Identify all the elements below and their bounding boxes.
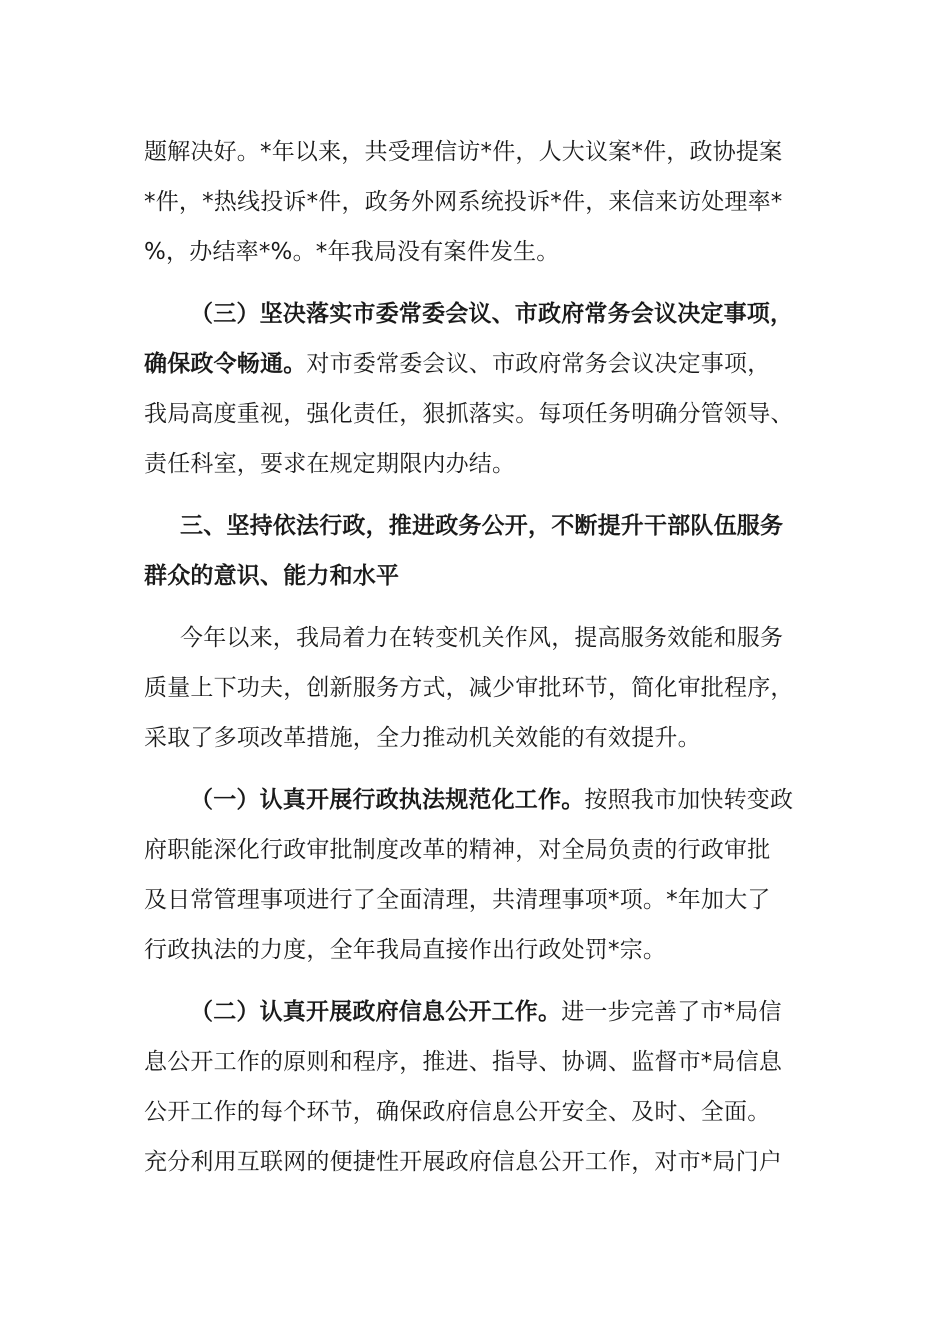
chapter-heading-line — [180, 510, 783, 542]
line-text: 公开工作的每个环节，确保政府信息公开安全、及时、全面。 — [144, 1099, 771, 1125]
chapter-heading: 三、坚持依法行政，推进政务公开，不断提升干部队伍服务 — [180, 513, 784, 539]
chapter-heading-line — [144, 560, 399, 592]
section-heading: 确保政令畅通。 — [144, 351, 307, 377]
line-text: 题解决好。*年以来，共受理信访*件，人大议案*件，政协提案 — [144, 139, 783, 165]
paragraph-line — [180, 622, 783, 654]
line-text: 今年以来，我局着力在转变机关作风，提高服务效能和服务 — [180, 625, 784, 651]
line-text: 息公开工作的原则和程序，推进、指导、协调、监督市*局信息 — [144, 1049, 783, 1075]
line-text: *件，*热线投诉*件，政务外网系统投诉*件，来信来访处理率* — [144, 189, 783, 215]
paragraph-line — [144, 934, 666, 966]
line-text: 行政执法的力度，全年我局直接作出行政处罚*宗。 — [144, 937, 667, 963]
line-text: 采取了多项改革措施，全力推动机关效能的有效提升。 — [144, 725, 701, 751]
paragraph-line — [144, 136, 782, 168]
paragraph-line — [144, 448, 515, 480]
paragraph-line — [144, 186, 783, 218]
chapter-heading: 群众的意识、能力和水平 — [144, 563, 400, 589]
paragraph-line — [190, 996, 782, 1028]
line-text: 及日常管理事项进行了全面清理，共清理事项*项。*年加大了 — [144, 887, 771, 913]
paragraph-line — [144, 348, 770, 380]
paragraph-line — [190, 784, 793, 816]
line-text: 我局高度重视，强化责任，狠抓落实。每项任务明确分管领导、 — [144, 401, 794, 427]
paragraph-line — [144, 236, 560, 268]
section-heading: （三）坚决落实市委常委会议、市政府常务会议决定事项， — [190, 301, 794, 327]
paragraph-line — [144, 398, 794, 430]
paragraph-line — [144, 1146, 782, 1178]
line-text: 对市委常委会议、市政府常务会议决定事项， — [306, 351, 771, 377]
line-text: 府职能深化行政审批制度改革的精神，对全局负责的行政审批 — [144, 837, 771, 863]
section-heading: （二）认真开展政府信息公开工作。 — [190, 999, 562, 1025]
paragraph-line — [144, 672, 794, 704]
paragraph-line — [144, 884, 771, 916]
line-text: 进一步完善了市*局信 — [561, 999, 782, 1025]
paragraph-line — [144, 834, 770, 866]
line-text: 充分利用互联网的便捷性开展政府信息公开工作，对市*局门户 — [144, 1149, 783, 1175]
line-text: %，办结率*%。*年我局没有案件发生。 — [144, 239, 560, 265]
section-heading-line — [190, 298, 793, 330]
line-text: 责任科室，要求在规定期限内办结。 — [144, 451, 516, 477]
section-heading: （一）认真开展行政执法规范化工作。 — [190, 787, 585, 813]
line-text: 按照我市加快转变政 — [584, 787, 794, 813]
paragraph-line — [144, 722, 701, 754]
paragraph-line — [144, 1096, 770, 1128]
line-text: 质量上下功夫，创新服务方式，减少审批环节，简化审批程序， — [144, 675, 794, 701]
paragraph-line — [144, 1046, 782, 1078]
